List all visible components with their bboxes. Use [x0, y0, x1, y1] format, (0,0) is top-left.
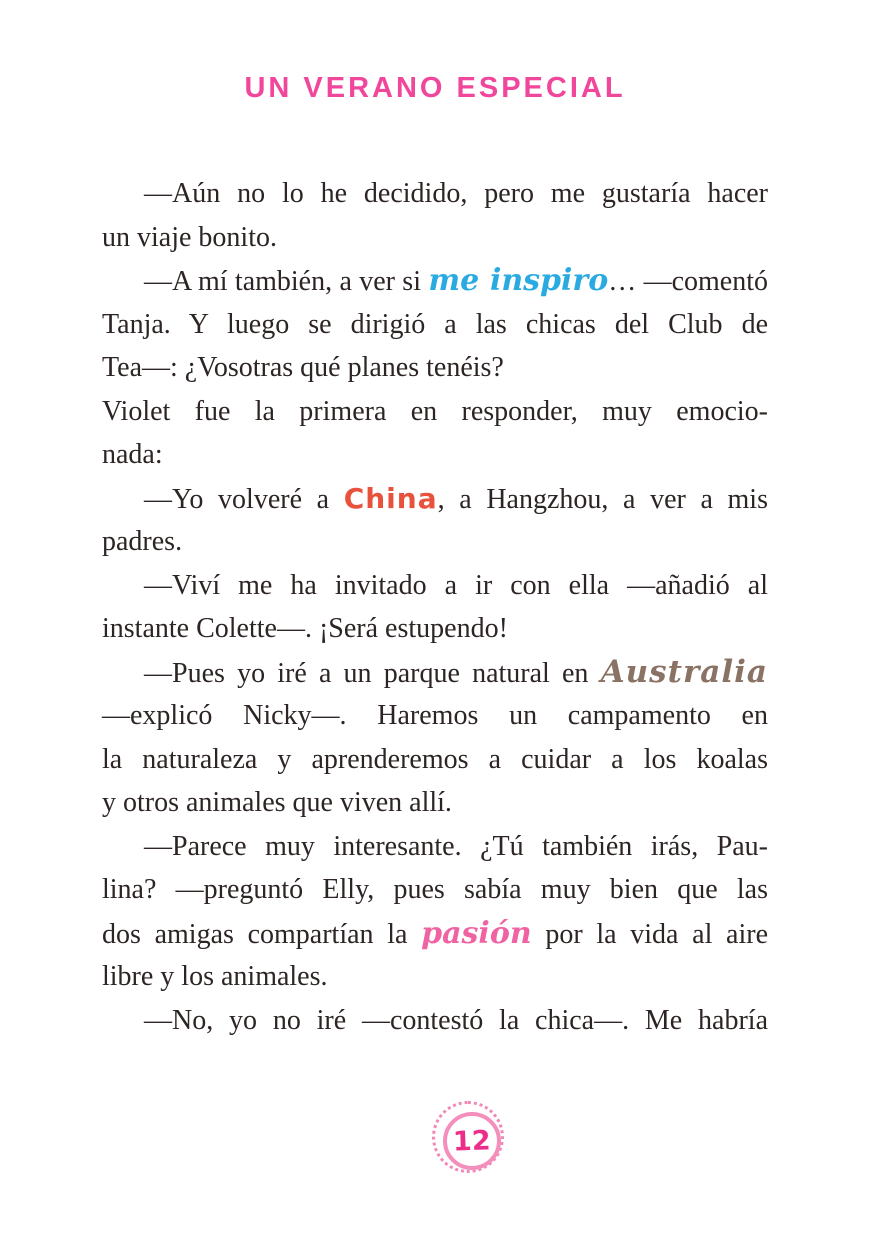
text-run: —Aún no lo he decidido, pero me gustaría hacer	[144, 178, 768, 209]
text-run: —No, yo no iré —contestó la chica—. Me habría	[144, 1004, 768, 1036]
highlight-word-inspiro: me inspiro	[428, 263, 609, 298]
text-run: la naturaleza y aprenderemos a cuidar a los koalas	[102, 743, 768, 775]
text-run: —Parece muy interesante. ¿Tú también irás, Pau-	[144, 830, 768, 862]
page-text	[102, 172, 768, 1042]
chapter-title: UN VERANO ESPECIAL	[244, 72, 626, 104]
text-line	[102, 825, 768, 869]
paragraph	[102, 564, 768, 651]
page-number: 12	[452, 1124, 492, 1158]
text-run: Tea—: ¿Vosotras qué planes tenéis?	[102, 352, 504, 383]
text-line	[102, 564, 768, 608]
page-number-ring	[443, 1112, 501, 1170]
text-run: y otros animales que viven allí.	[102, 787, 452, 818]
text-run: Violet fue la primera en responder, muy emocio-	[102, 395, 768, 427]
text-run: , a Hangzhou, a ver a mis	[437, 483, 768, 515]
text-line	[102, 303, 768, 347]
paragraph	[102, 477, 768, 564]
text-line	[102, 477, 768, 521]
paragraph	[102, 172, 768, 259]
text-line	[102, 607, 768, 651]
text-run: —Yo volveré a	[144, 483, 344, 515]
text-run: —A mí también, a ver si	[144, 266, 429, 297]
text-run: —Pues yo iré a un parque natural en	[144, 657, 601, 689]
text-line	[102, 520, 768, 564]
text-run: Tanja. Y luego se dirigió a las chicas del Club de	[102, 308, 768, 340]
text-line	[102, 912, 768, 956]
text-run: libre y los animales.	[102, 961, 328, 992]
paragraph	[102, 390, 768, 477]
text-run: —Viví me ha invitado a ir con ella —añadió al	[144, 569, 768, 601]
text-run: dos amigas compartían la	[102, 918, 422, 950]
highlight-word-pasion: pasión	[421, 915, 532, 951]
text-line	[102, 999, 768, 1043]
paragraph	[102, 259, 768, 390]
text-line	[102, 216, 768, 260]
text-run: un viaje bonito.	[102, 221, 277, 253]
text-line	[102, 955, 768, 999]
text-line	[102, 651, 768, 695]
text-run: nada:	[102, 439, 163, 470]
text-run: padres.	[102, 526, 183, 557]
text-line	[102, 738, 768, 782]
text-line	[102, 390, 768, 434]
text-line	[102, 781, 768, 825]
text-line	[102, 346, 768, 390]
text-run: —explicó Nicky—. Haremos un campamento en	[102, 700, 768, 731]
text-line	[102, 172, 768, 216]
text-run: instante Colette—. ¡Será estupendo!	[102, 613, 508, 644]
text-line	[102, 433, 768, 477]
text-run: lina? —preguntó Elly, pues sabía muy bien que las	[102, 874, 768, 905]
paragraph	[102, 651, 768, 825]
text-line	[102, 694, 768, 738]
text-line	[102, 259, 768, 303]
text-run: … —comentó	[608, 266, 768, 297]
highlight-word-china: China	[343, 481, 438, 515]
highlight-word-australia: Australia	[600, 653, 768, 690]
text-line	[102, 868, 768, 912]
text-run: por la vida al aire	[531, 918, 769, 950]
page-number-badge	[432, 1101, 504, 1173]
paragraph	[102, 999, 768, 1043]
paragraph	[102, 825, 768, 999]
